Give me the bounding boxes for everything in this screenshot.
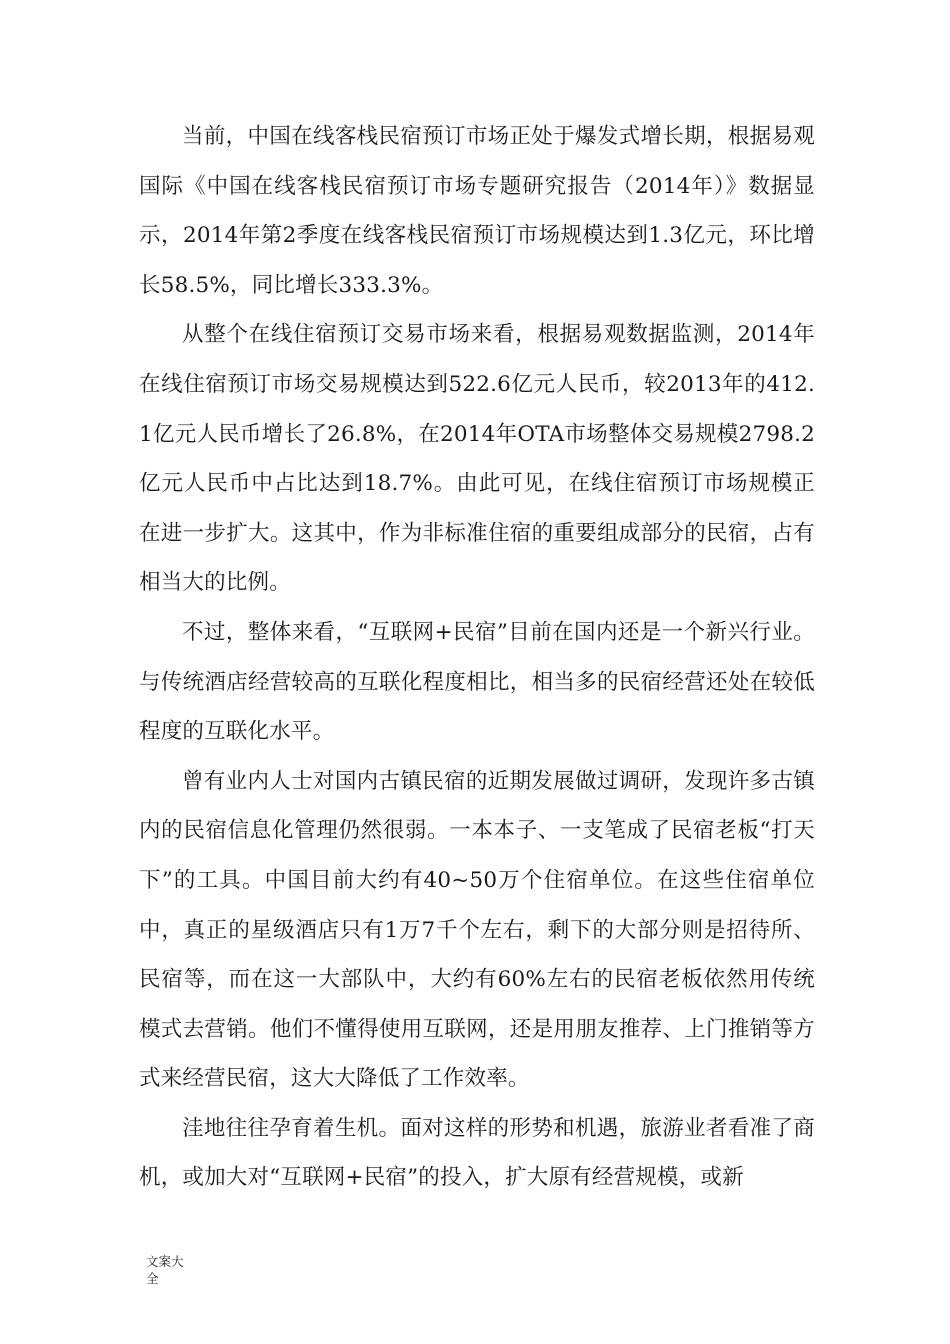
page-footer: 文案大全 [146, 1254, 184, 1286]
paragraph-internet-plus-minsu: 不过，整体来看，“互联网+民宿”目前在国内还是一个新兴行业。与传统酒店经营较高的互联化程度相比，相当多的民宿经营还处在较低程度的互联化水平。 [139, 619, 815, 745]
paragraph-market-growth: 当前，中国在线客栈民宿预订市场正处于爆发式增长期，根据易观国际《中国在线客栈民宿预订市场专题研究报告（2014年）》数据显示，2014年第2季度在线客栈民宿预订市场规模达到1.3亿元，环比增长58.5%，同比增长333.3%。 [139, 124, 815, 298]
paragraph-opportunity: 洼地往往孕育着生机。面对这样的形势和机遇，旅游业者看准了商机，或加大对“互联网+民宿”的投入，扩大原有经营规模，或新 [139, 1115, 815, 1191]
paragraph-ancient-town-survey: 曾有业内人士对国内古镇民宿的近期发展做过调研，发现许多古镇内的民宿信息化管理仍然很弱。一本本子、一支笔成了民宿老板“打天下”的工具。中国目前大约有40~50万个住宿单位。在这些住宿单位中，真正的星级酒店只有1万7千个左右，剩下的大部分则是招待所、民宿等，而在这一大部队中，大约有60%左右的民宿老板依然用传统模式去营销。他们不懂得使用互联网，还是用朋友推荐、上门推销等方式来经营民宿，这大大降低了工作效率。 [139, 768, 815, 1092]
document-body [139, 112, 815, 1203]
paragraph-online-lodging-market: 从整个在线住宿预订交易市场来看，根据易观数据监测，2014年在线住宿预订市场交易规模达到522.6亿元人民币，较2013年的412.1亿元人民币增长了26.8%，在2014年OTA市场整体交易规模2798.2亿元人民币中占比达到18.7%。由此可见，在线住宿预订市场规模正在进一步扩大。这其中，作为非标准住宿的重要组成部分的民宿，占有相当大的比例。 [139, 322, 815, 596]
